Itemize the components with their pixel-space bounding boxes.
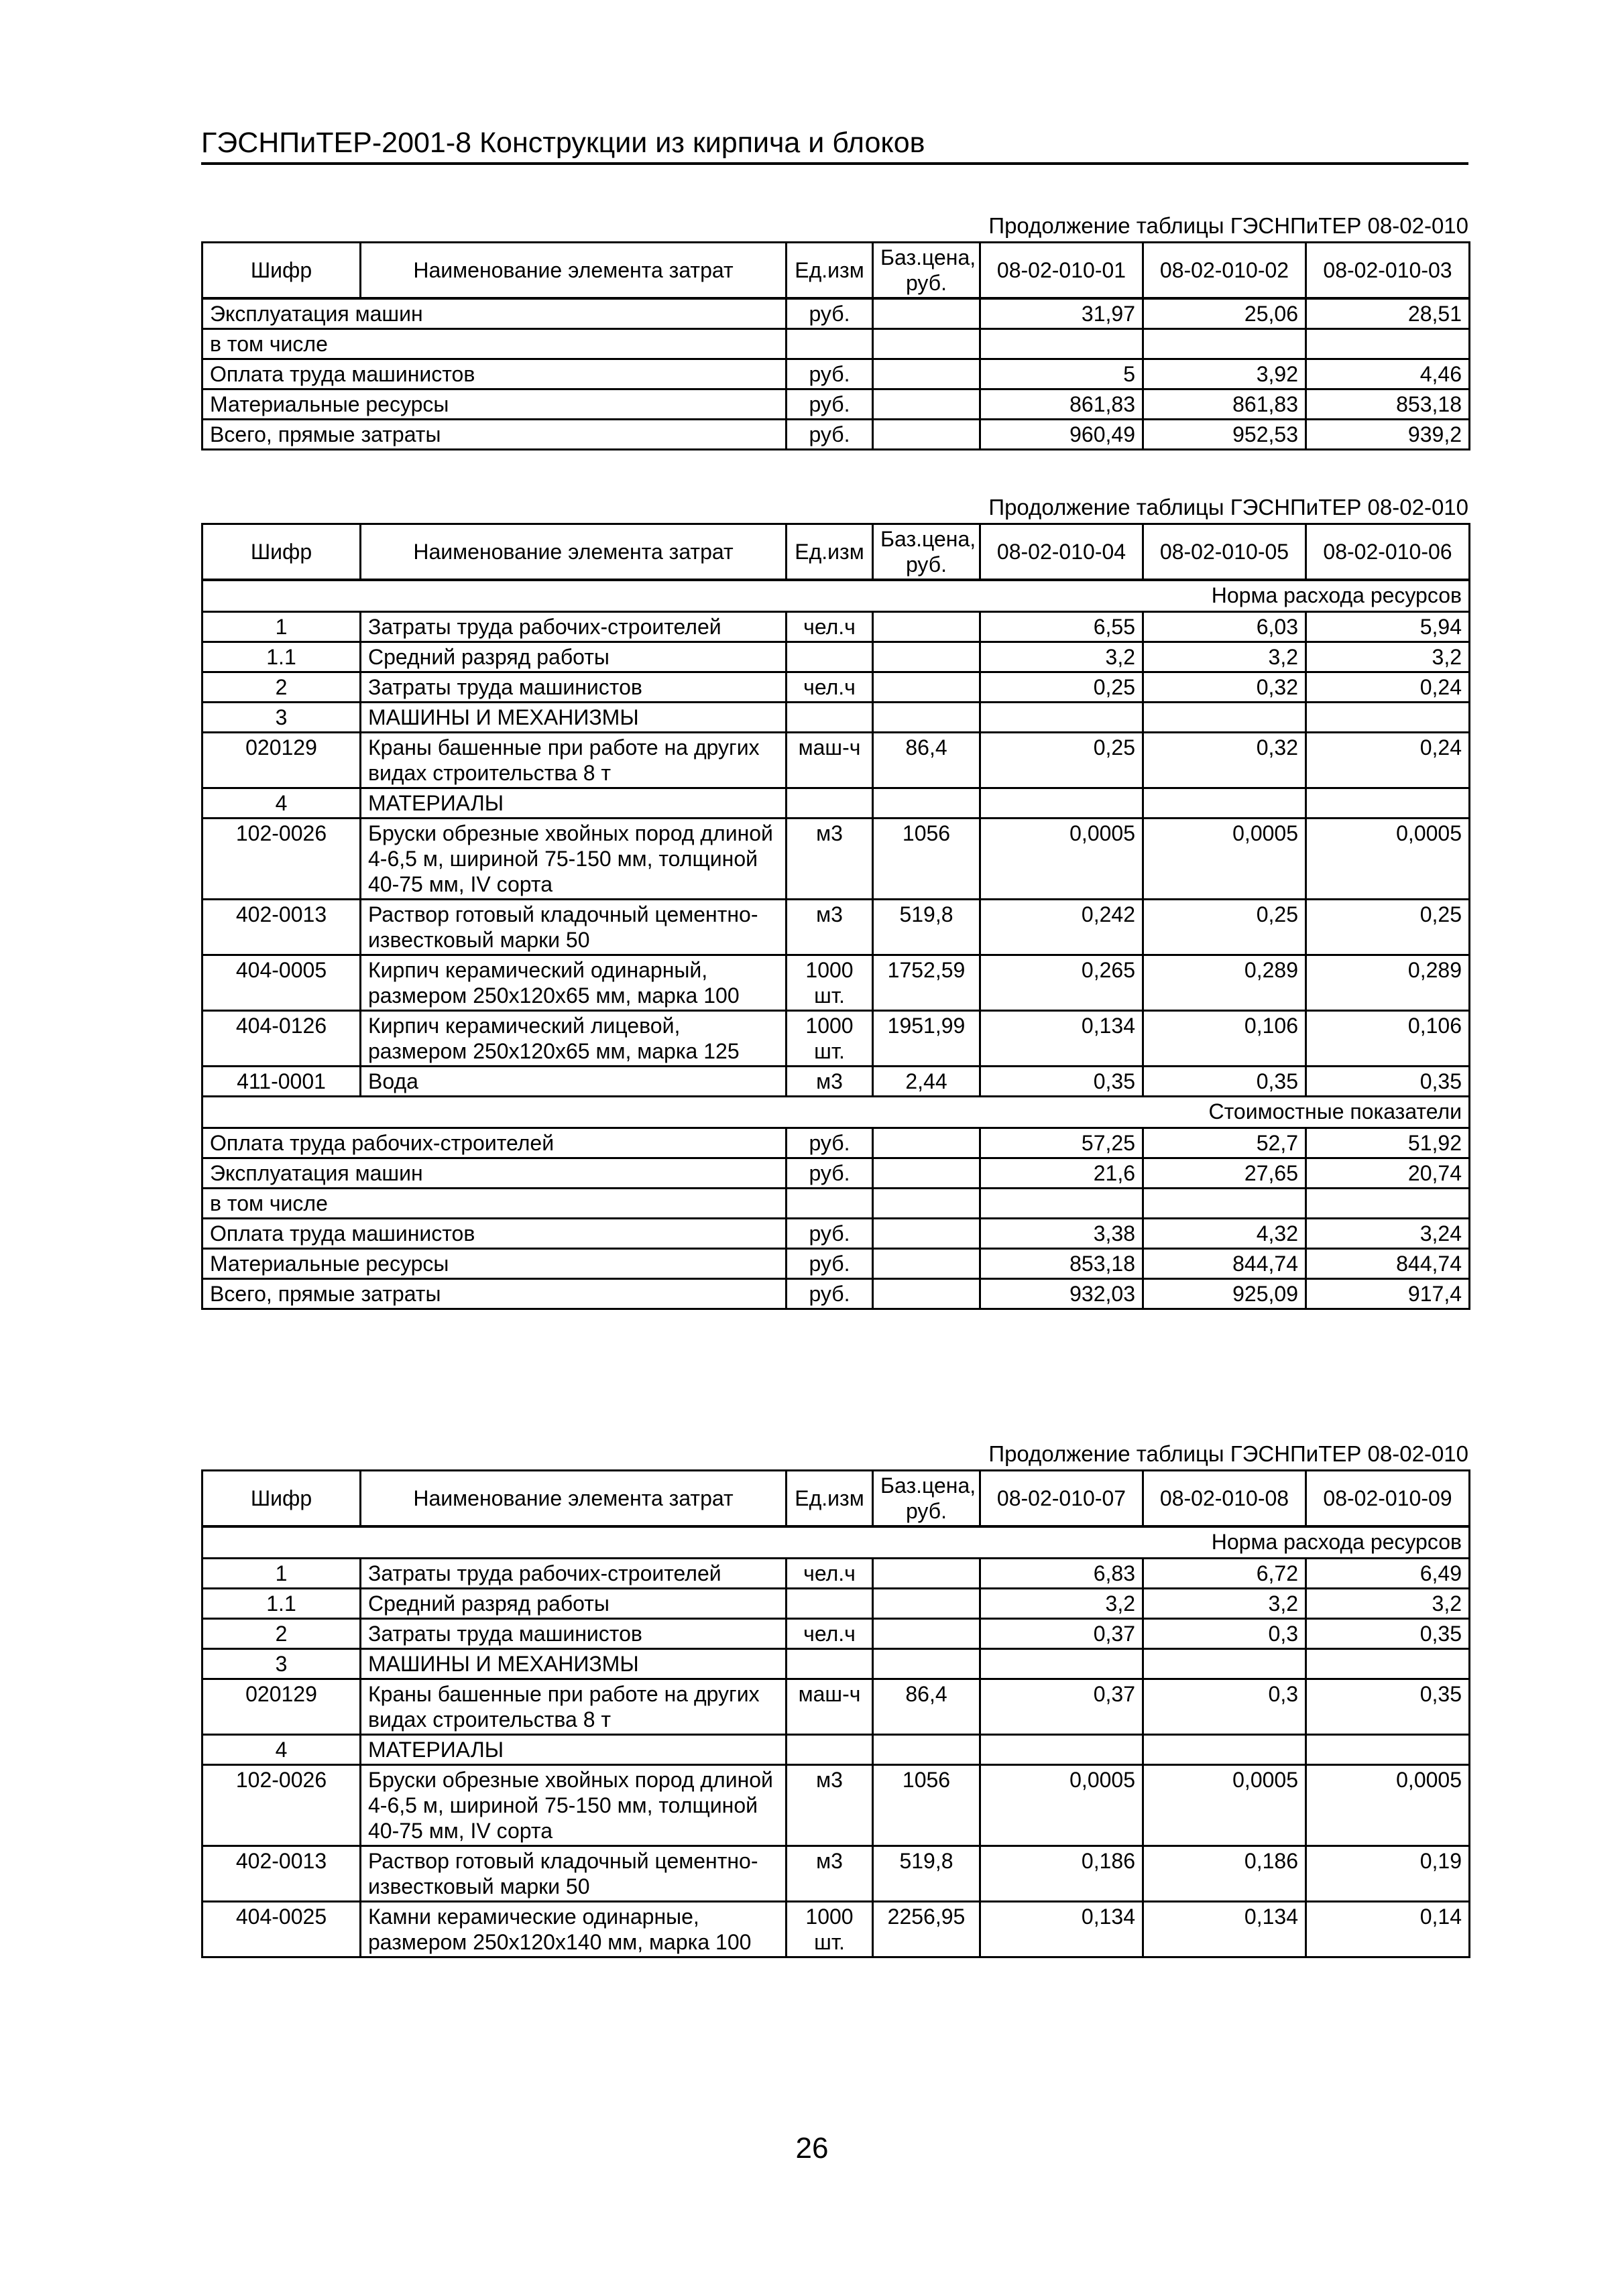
page-number: 26 — [795, 2132, 829, 2165]
resource-unit: 1000 шт. — [787, 1902, 873, 1957]
cost-value: 52,7 — [1143, 1128, 1306, 1158]
resource-value: 0,134 — [1143, 1902, 1306, 1957]
resource-value: 0,3 — [1143, 1619, 1306, 1649]
cost-value: 28,51 — [1306, 298, 1470, 329]
resource-name: Кирпич керамический лицевой, размером 250х120х65 мм, марка 125 — [361, 1011, 787, 1067]
cost-unit: руб. — [787, 420, 873, 450]
cost-row — [202, 1158, 1470, 1189]
table1-header-row — [202, 243, 1470, 299]
resource-price: 1056 — [873, 819, 980, 900]
cost-value — [980, 1189, 1143, 1219]
resource-value — [980, 788, 1143, 819]
cost-value: 4,46 — [1306, 359, 1470, 389]
col-header-unit: Ед.изм — [787, 243, 873, 299]
resource-code: 2 — [202, 672, 361, 703]
resource-value — [980, 1735, 1143, 1765]
cost-row — [202, 1279, 1470, 1309]
resource-row — [202, 1735, 1470, 1765]
cost-unit: руб. — [787, 1158, 873, 1189]
resource-price: 519,8 — [873, 900, 980, 955]
resource-value: 0,24 — [1306, 733, 1470, 788]
resource-name: МАШИНЫ И МЕХАНИЗМЫ — [361, 1649, 787, 1679]
cost-value: 4,32 — [1143, 1219, 1306, 1249]
resource-value: 0,106 — [1306, 1011, 1470, 1067]
norm-label-row — [202, 1526, 1470, 1559]
cost-row — [202, 1128, 1470, 1158]
resource-price — [873, 1589, 980, 1619]
resource-value: 0,134 — [980, 1011, 1143, 1067]
resource-code: 020129 — [202, 1679, 361, 1735]
resource-unit: 1000 шт. — [787, 955, 873, 1011]
resource-value: 0,0005 — [1306, 819, 1470, 900]
resource-name: МАТЕРИАЛЫ — [361, 788, 787, 819]
norm-label-row — [202, 580, 1470, 612]
col-header-id: 08-02-010-05 — [1143, 524, 1306, 581]
cost-value: 939,2 — [1306, 420, 1470, 450]
cost-unit: руб. — [787, 359, 873, 389]
cost-value — [1306, 1189, 1470, 1219]
resource-price: 2,44 — [873, 1067, 980, 1097]
resource-price: 86,4 — [873, 733, 980, 788]
cost-value: 51,92 — [1306, 1128, 1470, 1158]
resource-name: Затраты труда рабочих-строителей — [361, 612, 787, 642]
resource-unit: м3 — [787, 1846, 873, 1902]
resource-unit: чел.ч — [787, 1559, 873, 1589]
cost-label: Всего, прямые затраты — [202, 1279, 787, 1309]
resource-code: 402-0013 — [202, 900, 361, 955]
col-header-code: Шифр — [202, 243, 361, 299]
resource-value — [1306, 1735, 1470, 1765]
cost-unit: руб. — [787, 1219, 873, 1249]
col-header-code: Шифр — [202, 1471, 361, 1527]
resource-value: 6,55 — [980, 612, 1143, 642]
cost-value: 20,74 — [1306, 1158, 1470, 1189]
resource-value: 0,32 — [1143, 672, 1306, 703]
col-header-id: 08-02-010-06 — [1306, 524, 1470, 581]
resource-price — [873, 703, 980, 733]
cost-value: 844,74 — [1306, 1249, 1470, 1279]
resource-code: 4 — [202, 1735, 361, 1765]
col-header-id: 08-02-010-01 — [980, 243, 1143, 299]
resource-value — [1306, 788, 1470, 819]
cost-price-empty — [873, 389, 980, 420]
resource-code: 404-0025 — [202, 1902, 361, 1957]
col-header-price: Баз.цена, руб. — [873, 1471, 980, 1527]
resource-price — [873, 612, 980, 642]
cost-row — [202, 298, 1470, 329]
resource-code: 1 — [202, 1559, 361, 1589]
cost-value: 960,49 — [980, 420, 1143, 450]
cost-value: 3,38 — [980, 1219, 1143, 1249]
cost-value: 932,03 — [980, 1279, 1143, 1309]
resource-value: 0,24 — [1306, 672, 1470, 703]
resource-value: 0,0005 — [1306, 1765, 1470, 1846]
cost-value: 27,65 — [1143, 1158, 1306, 1189]
cost-label: Оплата труда машинистов — [202, 1219, 787, 1249]
resource-code: 3 — [202, 703, 361, 733]
resource-name: Бруски обрезные хвойных пород длиной 4-6,5 м, шириной 75-150 мм, толщиной 40-75 мм, IV сорта — [361, 819, 787, 900]
cost-unit: руб. — [787, 1249, 873, 1279]
cost-label: Эксплуатация машин — [202, 1158, 787, 1189]
cost-label-banner: Стоимостные показатели — [202, 1097, 1470, 1128]
resource-value: 0,289 — [1306, 955, 1470, 1011]
resource-value: 0,186 — [980, 1846, 1143, 1902]
cost-label: Эксплуатация машин — [202, 298, 787, 329]
cost-value — [1143, 1189, 1306, 1219]
resource-value — [1143, 1649, 1306, 1679]
cost-unit: руб. — [787, 389, 873, 420]
resource-value: 0,19 — [1306, 1846, 1470, 1902]
cost-price-empty — [873, 1189, 980, 1219]
resource-value: 0,289 — [1143, 955, 1306, 1011]
resource-name: МАТЕРИАЛЫ — [361, 1735, 787, 1765]
resource-value: 5,94 — [1306, 612, 1470, 642]
resource-price — [873, 788, 980, 819]
cost-label: Материальные ресурсы — [202, 389, 787, 420]
cost-row — [202, 1189, 1470, 1219]
resource-value: 0,242 — [980, 900, 1143, 955]
header-rule — [201, 162, 1468, 165]
resource-unit: м3 — [787, 1067, 873, 1097]
col-header-price: Баз.цена, руб. — [873, 524, 980, 581]
cost-unit: руб. — [787, 298, 873, 329]
cost-label: Материальные ресурсы — [202, 1249, 787, 1279]
cost-value: 21,6 — [980, 1158, 1143, 1189]
cost-label: в том числе — [202, 329, 787, 359]
resource-code: 1.1 — [202, 642, 361, 672]
cost-value: 3,24 — [1306, 1219, 1470, 1249]
cost-price-empty — [873, 359, 980, 389]
resource-code: 1 — [202, 612, 361, 642]
cost-price-empty — [873, 298, 980, 329]
resource-row — [202, 819, 1470, 900]
cost-value: 844,74 — [1143, 1249, 1306, 1279]
resource-unit: м3 — [787, 819, 873, 900]
resource-value: 0,25 — [980, 733, 1143, 788]
resource-value: 0,106 — [1143, 1011, 1306, 1067]
resource-value: 0,35 — [980, 1067, 1143, 1097]
resource-row — [202, 1619, 1470, 1649]
table1 — [201, 241, 1470, 450]
resource-value: 0,35 — [1306, 1679, 1470, 1735]
resource-row — [202, 1067, 1470, 1097]
table3-caption: Продолжение таблицы ГЭСНПиТЕР 08-02-010 — [988, 1441, 1468, 1466]
resource-unit — [787, 1735, 873, 1765]
resource-name: Средний разряд работы — [361, 1589, 787, 1619]
resource-value: 6,49 — [1306, 1559, 1470, 1589]
resource-price — [873, 672, 980, 703]
cost-value: 853,18 — [980, 1249, 1143, 1279]
resource-value — [1143, 788, 1306, 819]
resource-unit: маш-ч — [787, 1679, 873, 1735]
resource-value: 0,25 — [1143, 900, 1306, 955]
resource-name: Краны башенные при работе на других видах строительства 8 т — [361, 733, 787, 788]
cost-value — [980, 329, 1143, 359]
resource-name: Кирпич керамический одинарный, размером 250х120х65 мм, марка 100 — [361, 955, 787, 1011]
table2-caption: Продолжение таблицы ГЭСНПиТЕР 08-02-010 — [988, 495, 1468, 520]
resource-value: 0,35 — [1306, 1619, 1470, 1649]
resource-value — [980, 1649, 1143, 1679]
resource-value: 0,134 — [980, 1902, 1143, 1957]
resource-row — [202, 900, 1470, 955]
resource-value: 0,186 — [1143, 1846, 1306, 1902]
resource-value: 3,2 — [1306, 1589, 1470, 1619]
cost-value — [1306, 329, 1470, 359]
resource-code: 3 — [202, 1649, 361, 1679]
resource-row — [202, 642, 1470, 672]
resource-price: 1951,99 — [873, 1011, 980, 1067]
resource-row — [202, 672, 1470, 703]
cost-price-empty — [873, 1249, 980, 1279]
table1-caption: Продолжение таблицы ГЭСНПиТЕР 08-02-010 — [988, 213, 1468, 238]
col-header-unit: Ед.изм — [787, 524, 873, 581]
resource-code: 404-0005 — [202, 955, 361, 1011]
cost-row — [202, 1219, 1470, 1249]
cost-value — [1143, 329, 1306, 359]
resource-code: 102-0026 — [202, 819, 361, 900]
resource-value: 0,0005 — [980, 1765, 1143, 1846]
cost-price-empty — [873, 420, 980, 450]
resource-value — [980, 703, 1143, 733]
resource-price — [873, 1619, 980, 1649]
cost-row — [202, 389, 1470, 420]
resource-unit: м3 — [787, 1765, 873, 1846]
cost-price-empty — [873, 1279, 980, 1309]
cost-row — [202, 329, 1470, 359]
cost-price-empty — [873, 1158, 980, 1189]
cost-price-empty — [873, 1219, 980, 1249]
resource-value: 0,0005 — [980, 819, 1143, 900]
cost-label: Оплата труда рабочих-строителей — [202, 1128, 787, 1158]
resource-unit: м3 — [787, 900, 873, 955]
resource-unit: 1000 шт. — [787, 1011, 873, 1067]
resource-value: 6,72 — [1143, 1559, 1306, 1589]
cost-label: Оплата труда машинистов — [202, 359, 787, 389]
resource-name: Камни керамические одинарные, размером 250х120х140 мм, марка 100 — [361, 1902, 787, 1957]
resource-code: 1.1 — [202, 1589, 361, 1619]
resource-price: 519,8 — [873, 1846, 980, 1902]
cost-value: 952,53 — [1143, 420, 1306, 450]
cost-unit — [787, 329, 873, 359]
table2-header-row — [202, 524, 1470, 581]
cost-value: 5 — [980, 359, 1143, 389]
resource-value: 0,32 — [1143, 733, 1306, 788]
cost-row — [202, 1249, 1470, 1279]
resource-name: Раствор готовый кладочный цементно-известковый марки 50 — [361, 900, 787, 955]
resource-value: 3,2 — [1306, 642, 1470, 672]
table3-header-row — [202, 1471, 1470, 1527]
resource-row — [202, 1679, 1470, 1735]
col-header-id: 08-02-010-08 — [1143, 1471, 1306, 1527]
cost-value: 3,92 — [1143, 359, 1306, 389]
cost-price-empty — [873, 1128, 980, 1158]
cost-value: 917,4 — [1306, 1279, 1470, 1309]
resource-row — [202, 1902, 1470, 1957]
resource-name: Раствор готовый кладочный цементно-известковый марки 50 — [361, 1846, 787, 1902]
resource-price — [873, 642, 980, 672]
cost-label: в том числе — [202, 1189, 787, 1219]
resource-code: 102-0026 — [202, 1765, 361, 1846]
resource-value: 3,2 — [1143, 1589, 1306, 1619]
resource-price — [873, 1649, 980, 1679]
resource-row — [202, 703, 1470, 733]
resource-code: 4 — [202, 788, 361, 819]
col-header-name: Наименование элемента затрат — [361, 1471, 787, 1527]
resource-value: 0,265 — [980, 955, 1143, 1011]
resource-value: 0,0005 — [1143, 819, 1306, 900]
resource-value: 0,35 — [1143, 1067, 1306, 1097]
resource-unit — [787, 703, 873, 733]
resource-unit: чел.ч — [787, 612, 873, 642]
resource-name: Вода — [361, 1067, 787, 1097]
resource-unit: маш-ч — [787, 733, 873, 788]
col-header-unit: Ед.изм — [787, 1471, 873, 1527]
resource-value: 3,2 — [980, 642, 1143, 672]
resource-unit: чел.ч — [787, 1619, 873, 1649]
resource-unit — [787, 642, 873, 672]
resource-unit — [787, 788, 873, 819]
col-header-name: Наименование элемента затрат — [361, 524, 787, 581]
resource-value — [1306, 703, 1470, 733]
col-header-id: 08-02-010-03 — [1306, 243, 1470, 299]
cost-label: Всего, прямые затраты — [202, 420, 787, 450]
resource-value: 0,0005 — [1143, 1765, 1306, 1846]
cost-unit — [787, 1189, 873, 1219]
resource-code: 404-0126 — [202, 1011, 361, 1067]
resource-unit — [787, 1649, 873, 1679]
resource-value — [1143, 1735, 1306, 1765]
col-header-price: Баз.цена, руб. — [873, 243, 980, 299]
cost-value: 861,83 — [980, 389, 1143, 420]
cost-value: 925,09 — [1143, 1279, 1306, 1309]
cost-value: 861,83 — [1143, 389, 1306, 420]
resource-name: МАШИНЫ И МЕХАНИЗМЫ — [361, 703, 787, 733]
resource-unit — [787, 1589, 873, 1619]
cost-unit: руб. — [787, 1279, 873, 1309]
cost-unit: руб. — [787, 1128, 873, 1158]
cost-row — [202, 420, 1470, 450]
cost-value: 853,18 — [1306, 389, 1470, 420]
resource-value: 3,2 — [980, 1589, 1143, 1619]
resource-code: 402-0013 — [202, 1846, 361, 1902]
col-header-id: 08-02-010-07 — [980, 1471, 1143, 1527]
cost-label-banner-row — [202, 1097, 1470, 1128]
resource-row — [202, 1649, 1470, 1679]
cost-value: 25,06 — [1143, 298, 1306, 329]
resource-name: Затраты труда машинистов — [361, 1619, 787, 1649]
resource-name: Краны башенные при работе на других видах строительства 8 т — [361, 1679, 787, 1735]
resource-value: 0,37 — [980, 1619, 1143, 1649]
resource-value: 0,25 — [1306, 900, 1470, 955]
resource-price — [873, 1735, 980, 1765]
resource-row — [202, 612, 1470, 642]
resource-name: Бруски обрезные хвойных пород длиной 4-6,5 м, шириной 75-150 мм, толщиной 40-75 мм, IV сорта — [361, 1765, 787, 1846]
resource-price: 86,4 — [873, 1679, 980, 1735]
page-header: ГЭСНПиТЕР-2001-8 Конструкции из кирпича и блоков — [201, 127, 925, 159]
cost-price-empty — [873, 329, 980, 359]
resource-row — [202, 733, 1470, 788]
resource-value: 0,3 — [1143, 1679, 1306, 1735]
resource-value: 3,2 — [1143, 642, 1306, 672]
resource-code: 411-0001 — [202, 1067, 361, 1097]
norm-label: Норма расхода ресурсов — [202, 580, 1470, 612]
resource-price: 1056 — [873, 1765, 980, 1846]
resource-value — [1143, 703, 1306, 733]
resource-row — [202, 788, 1470, 819]
col-header-id: 08-02-010-02 — [1143, 243, 1306, 299]
col-header-name: Наименование элемента затрат — [361, 243, 787, 299]
resource-value — [1306, 1649, 1470, 1679]
resource-value: 0,37 — [980, 1679, 1143, 1735]
norm-label: Норма расхода ресурсов — [202, 1526, 1470, 1559]
col-header-id: 08-02-010-04 — [980, 524, 1143, 581]
resource-row — [202, 1765, 1470, 1846]
resource-value: 0,14 — [1306, 1902, 1470, 1957]
resource-value: 6,83 — [980, 1559, 1143, 1589]
resource-price: 1752,59 — [873, 955, 980, 1011]
resource-value: 0,35 — [1306, 1067, 1470, 1097]
cost-value: 57,25 — [980, 1128, 1143, 1158]
resource-code: 020129 — [202, 733, 361, 788]
cost-value: 31,97 — [980, 298, 1143, 329]
table2 — [201, 523, 1470, 1310]
resource-row — [202, 1589, 1470, 1619]
resource-row — [202, 1011, 1470, 1067]
resource-row — [202, 1559, 1470, 1589]
resource-price — [873, 1559, 980, 1589]
resource-unit: чел.ч — [787, 672, 873, 703]
resource-code: 2 — [202, 1619, 361, 1649]
resource-value: 0,25 — [980, 672, 1143, 703]
resource-row — [202, 1846, 1470, 1902]
resource-name: Средний разряд работы — [361, 642, 787, 672]
col-header-code: Шифр — [202, 524, 361, 581]
resource-price: 2256,95 — [873, 1902, 980, 1957]
cost-row — [202, 359, 1470, 389]
resource-name: Затраты труда рабочих-строителей — [361, 1559, 787, 1589]
table3 — [201, 1469, 1470, 1958]
col-header-id: 08-02-010-09 — [1306, 1471, 1470, 1527]
resource-value: 6,03 — [1143, 612, 1306, 642]
resource-row — [202, 955, 1470, 1011]
resource-name: Затраты труда машинистов — [361, 672, 787, 703]
